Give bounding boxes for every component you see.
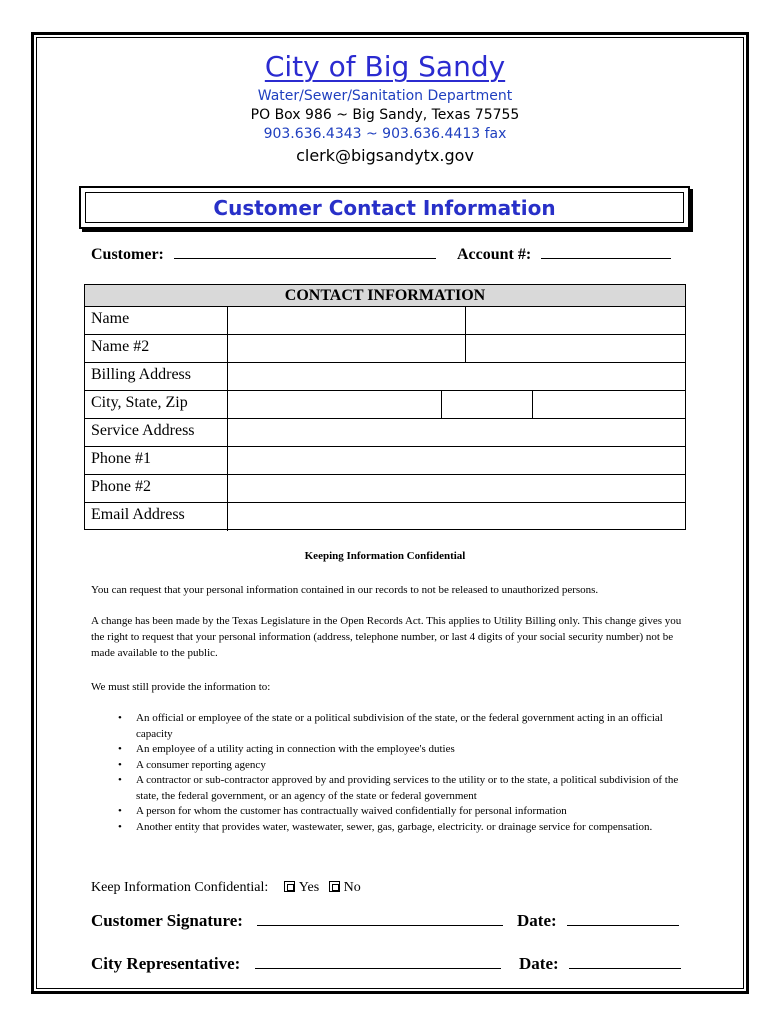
- keep-confidential-row: [91, 880, 361, 896]
- customer-label: Customer:: [91, 246, 164, 263]
- list-item: • Another entity that provides water, wastewater, sewer, gas, garbage, electricity. or drainage service for compensation.: [118, 820, 688, 836]
- row-label: Name: [91, 310, 130, 327]
- customer-date-label: Date:: [517, 911, 557, 930]
- customer-date-field[interactable]: [517, 911, 679, 931]
- list-item: • An employee of a utility acting in connection with the employee's duties: [118, 742, 688, 758]
- customer-blank[interactable]: [174, 258, 436, 259]
- zip-cell[interactable]: [533, 391, 686, 418]
- representative-date-blank[interactable]: [569, 968, 681, 969]
- address-line: PO Box 986 ~ Big Sandy, Texas 75755: [250, 107, 520, 123]
- city-title: City of Big Sandy: [264, 50, 506, 83]
- phone-line: 903.636.4343 ~ 903.636.4413 fax: [263, 126, 507, 142]
- yes-checkbox[interactable]: [284, 881, 295, 892]
- city-representative-label: City Representative:: [91, 954, 241, 973]
- contact-table-header: CONTACT INFORMATION: [85, 285, 685, 307]
- table-row: [85, 503, 685, 531]
- name-second-cell[interactable]: [466, 307, 686, 334]
- representative-date-label: Date:: [519, 954, 559, 973]
- customer-signature-label: Customer Signature:: [91, 911, 243, 930]
- list-item: • A person for whom the customer has contractually waived confidentially for personal information: [118, 804, 688, 820]
- table-row: [85, 307, 685, 335]
- row-label: Phone #2: [91, 478, 151, 495]
- row-label: Name #2: [91, 338, 150, 355]
- phone1-cell[interactable]: [228, 447, 686, 474]
- account-field[interactable]: [457, 246, 671, 264]
- customer-field[interactable]: [91, 246, 436, 264]
- customer-date-blank[interactable]: [567, 925, 679, 926]
- disclosure-list: [118, 711, 688, 835]
- table-row: [85, 475, 685, 503]
- service-address-cell[interactable]: [228, 419, 686, 446]
- representative-date-field[interactable]: [519, 954, 681, 974]
- row-label: Phone #1: [91, 450, 151, 467]
- account-blank[interactable]: [541, 258, 671, 259]
- email-line: clerk@bigsandytx.gov: [296, 146, 474, 165]
- city-representative-field[interactable]: [91, 954, 501, 974]
- no-checkbox[interactable]: [329, 881, 340, 892]
- form-title-banner: [79, 186, 690, 229]
- table-row: [85, 447, 685, 475]
- customer-signature-blank[interactable]: [257, 925, 503, 926]
- list-item: • An official or employee of the state or a political subdivision of the state, or the federal government acting in an official capacity: [118, 711, 688, 742]
- row-label: Service Address: [91, 422, 195, 439]
- yes-label: Yes: [298, 880, 320, 895]
- name-first-cell[interactable]: [228, 307, 465, 334]
- name2-second-cell[interactable]: [466, 335, 686, 362]
- confidential-title: Keeping Information Confidential: [304, 550, 466, 562]
- table-row: [85, 419, 685, 447]
- row-label: Email Address: [91, 506, 185, 523]
- table-row: [85, 363, 685, 391]
- table-row: [85, 391, 685, 419]
- name2-first-cell[interactable]: [228, 335, 465, 362]
- billing-address-cell[interactable]: [228, 363, 686, 390]
- confidential-paragraph-3: We must still provide the information to:: [91, 681, 271, 693]
- email-address-cell[interactable]: [228, 503, 686, 530]
- contact-information-table: [84, 284, 686, 530]
- department-line: Water/Sewer/Sanitation Department: [257, 88, 513, 104]
- table-row: [85, 335, 685, 363]
- city-representative-blank[interactable]: [255, 968, 501, 969]
- list-item: • A consumer reporting agency: [118, 758, 688, 774]
- confidential-paragraph-1: You can request that your personal information contained in our records to not be released to unauthorized persons.: [91, 584, 599, 596]
- phone2-cell[interactable]: [228, 475, 686, 502]
- row-label: Billing Address: [91, 366, 192, 383]
- state-cell[interactable]: [442, 391, 532, 418]
- list-item: • A contractor or sub-contractor approved by and providing services to the utility or to the state, a political subdivision of the state, the federal government, or an agency of the state or federal government: [118, 773, 688, 804]
- customer-signature-field[interactable]: [91, 911, 503, 931]
- city-cell[interactable]: [228, 391, 441, 418]
- form-title: Customer Contact Information: [213, 195, 556, 220]
- no-label: No: [343, 880, 361, 895]
- account-label: Account #:: [457, 246, 532, 263]
- keep-confidential-label: Keep Information Confidential:: [91, 880, 269, 895]
- confidential-paragraph-2: A change has been made by the Texas Legislature in the Open Records Act. This applies to Utility Billing only. This change gives you the right to request that your personal information (address, telephone number, or last 4 digits of your social security number) not be made available to the public.: [91, 615, 682, 659]
- row-label: City, State, Zip: [91, 394, 188, 411]
